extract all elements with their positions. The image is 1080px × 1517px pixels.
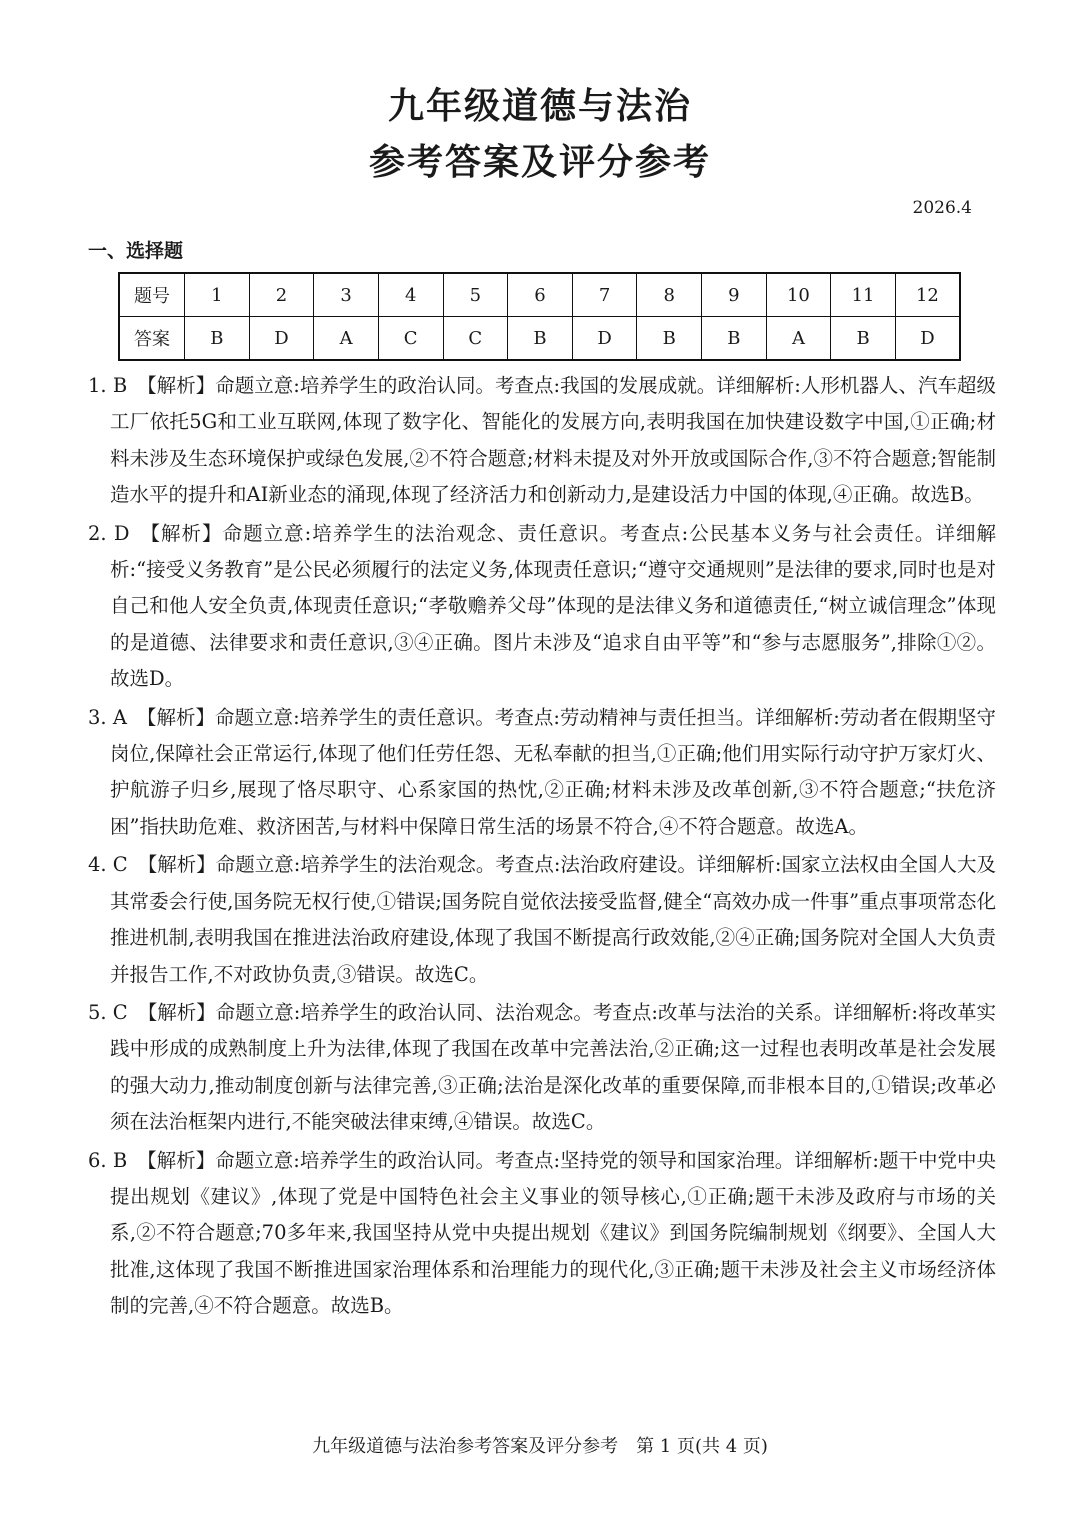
- explanation-item: [88, 1143, 996, 1325]
- item-text: 【解析】命题立意:培养学生的政治认同。考查点:坚持党的领导和国家治理。详细解析:题干中党中央提出规划《建议》,体现了党是中国特色社会主义事业的领导核心,①正确;题干未涉及政府与市场的关系,②不符合题意;70多年来,我国坚持从党中央提出规划《建议》到国务院编制规划《纲要》、全国人大批准,这体现了我国不断推进国家治理体系和治理能力的现代化,③正确;题干未涉及社会主义市场经济体制的完善,④不符合题意。故选B。: [110, 1148, 996, 1318]
- answer-table-number-row: [119, 273, 960, 317]
- answer-cell: A: [314, 317, 379, 361]
- item-number: 5. C: [88, 1000, 128, 1024]
- question-number: 7: [572, 273, 637, 317]
- item-number: 6. B: [88, 1148, 128, 1172]
- page-footer: 九年级道德与法治参考答案及评分参考 第 1 页(共 4 页): [312, 1436, 768, 1457]
- row-header-number: 题号: [119, 273, 185, 317]
- explanation-item: [88, 368, 996, 514]
- answer-table-answer-row: [119, 317, 960, 361]
- item-number: 1. B: [88, 374, 128, 397]
- item-text: 【解析】命题立意:培养学生的法治观念。考查点:法治政府建设。详细解析:国家立法权由全国人大及其常委会行使,国务院无权行使,①错误;国务院自觉依法接受监督,健全“高效办成一件事”重点事项常态化推进机制,表明我国在推进法治政府建设,体现了我国不断提高行政效能,②④正确;国务院对全国人大负责并报告工作,不对政协负责,③错误。故选C。: [110, 853, 996, 986]
- question-number: 9: [702, 273, 767, 317]
- answer-cell: B: [831, 317, 896, 361]
- answer-cell: D: [572, 317, 637, 361]
- document-title: 九年级道德与法治: [387, 86, 692, 127]
- question-number: 10: [766, 273, 831, 317]
- explanation-item: [88, 847, 996, 993]
- explanation-list: [88, 368, 996, 1327]
- section-heading: 一、选择题: [88, 240, 184, 262]
- explanation-item: [88, 700, 996, 846]
- item-number: 3. A: [88, 705, 127, 729]
- answer-cell: C: [378, 317, 443, 361]
- question-number: 6: [508, 273, 573, 317]
- explanation-item: [88, 516, 996, 698]
- item-number: 2. D: [88, 521, 130, 545]
- answer-cell: A: [766, 317, 831, 361]
- answer-cell: B: [508, 317, 573, 361]
- item-text: 【解析】命题立意:培养学生的责任意识。考查点:劳动精神与责任担当。详细解析:劳动者在假期坚守岗位,保障社会正常运行,体现了他们任劳任怨、无私奉献的担当,①正确;他们用实际行动守护万家灯火、护航游子归乡,展现了恪尽职守、心系家国的热忱,②正确;材料未涉及改革创新,③不符合题意;“扶危济困”指扶助危难、救济困苦,与材料中保障日常生活的场景不符合,④不符合题意。故选A。: [110, 705, 996, 838]
- question-number: 5: [443, 273, 508, 317]
- answer-cell: D: [895, 317, 960, 361]
- item-number: 4. C: [88, 853, 128, 877]
- row-header-answer: 答案: [119, 317, 185, 361]
- question-number: 11: [831, 273, 896, 317]
- question-number: 2: [249, 273, 314, 317]
- question-number: 4: [378, 273, 443, 317]
- document-subtitle: 参考答案及评分参考: [368, 142, 711, 183]
- question-number: 3: [314, 273, 379, 317]
- question-number: 12: [895, 273, 960, 317]
- question-number: 8: [637, 273, 702, 317]
- explanation-item: [88, 995, 996, 1141]
- answer-table: [118, 272, 961, 361]
- item-text: 【解析】命题立意:培养学生的政治认同、法治观念。考查点:改革与法治的关系。详细解析:将改革实践中形成的成熟制度上升为法律,体现了我国在改革中完善法治,②正确;这一过程也表明改革是社会发展的强大动力,推动制度创新与法律完善,③正确;法治是深化改革的重要保障,而非根本目的,①错误;改革必须在法治框架内进行,不能突破法律束缚,④错误。故选C。: [110, 1000, 996, 1134]
- answer-cell: B: [185, 317, 250, 361]
- answer-cell: D: [249, 317, 314, 361]
- answer-cell: B: [637, 317, 702, 361]
- question-number: 1: [185, 273, 250, 317]
- answer-cell: C: [443, 317, 508, 361]
- item-text: 【解析】命题立意:培养学生的政治认同。考查点:我国的发展成就。详细解析:人形机器人、汽车超级工厂依托5G和工业互联网,体现了数字化、智能化的发展方向,表明我国在加快建设数字中国,①正确;材料未涉及生态环境保护或绿色发展,②不符合题意;材料未提及对外开放或国际合作,③不符合题意;智能制造水平的提升和AI新业态的涌现,体现了经济活力和创新动力,是建设活力中国的体现,④正确。故选B。: [110, 374, 996, 507]
- document-date: 2026.4: [912, 198, 972, 218]
- answer-cell: B: [702, 317, 767, 361]
- item-text: 【解析】命题立意:培养学生的法治观念、责任意识。考查点:公民基本义务与社会责任。详细解析:“接受义务教育”是公民必须履行的法定义务,体现责任意识;“遵守交通规则”是法律的要求,同时也是对自己和他人安全负责,体现责任意识;“孝敬赡养父母”体现的是法律义务和道德责任,“树立诚信理念”体现的是道德、法律要求和责任意识,③④正确。图片未涉及“追求自由平等”和“参与志愿服务”,排除①②。故选D。: [110, 521, 996, 691]
